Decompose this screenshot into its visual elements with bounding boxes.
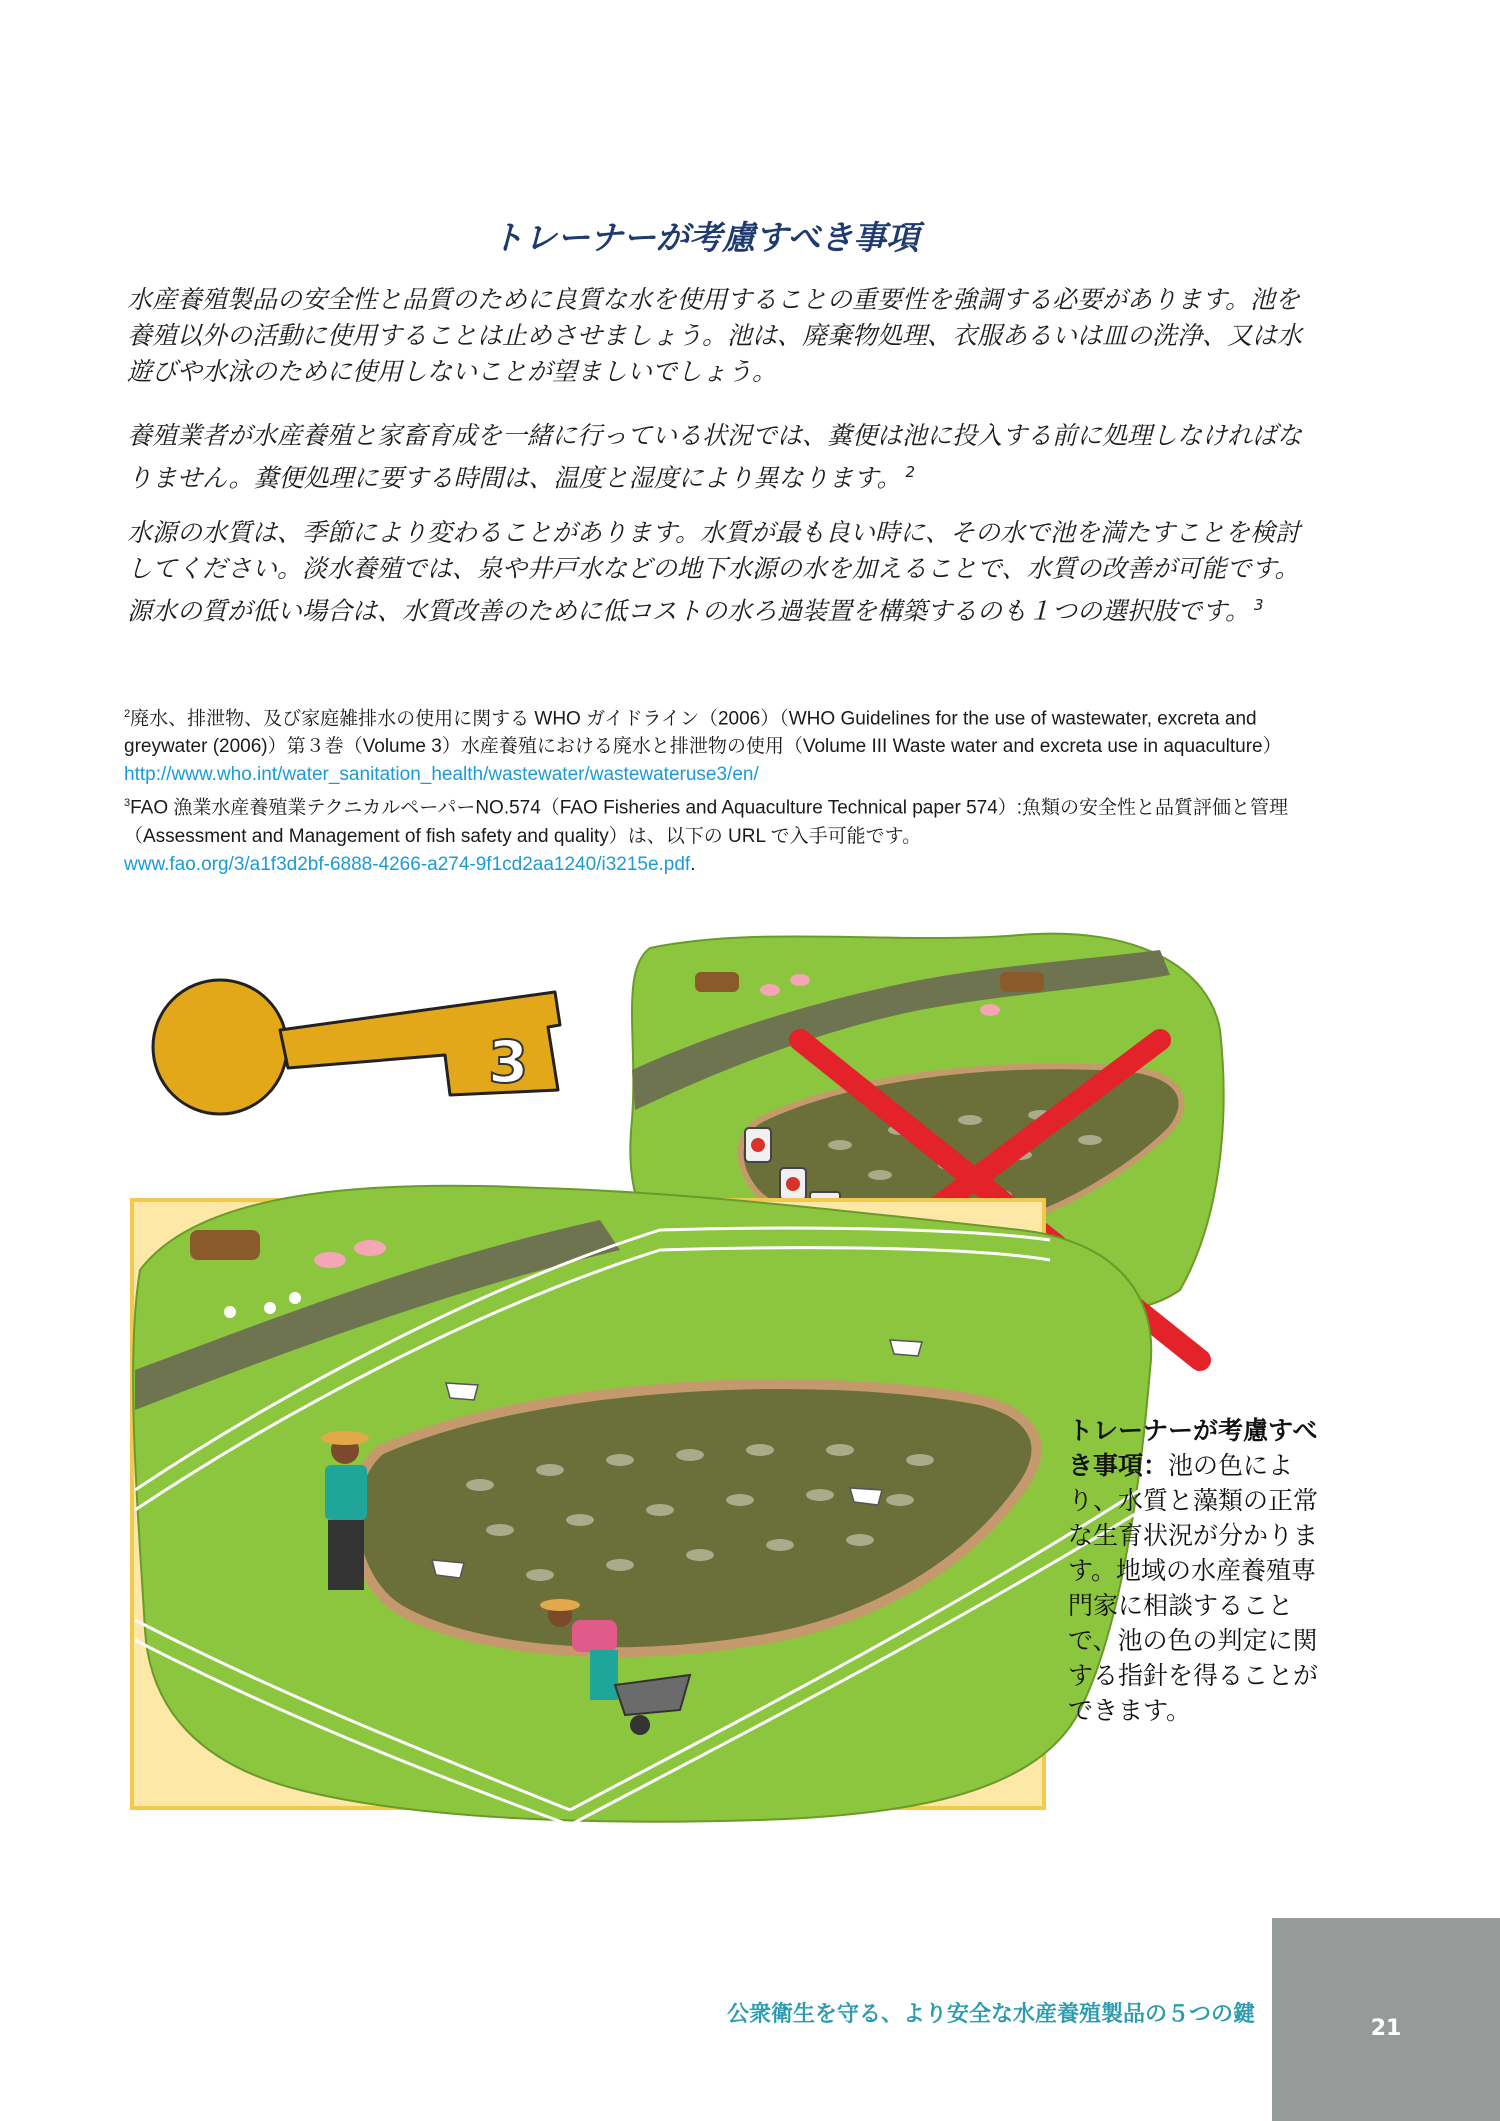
- footnote-number: 3: [124, 797, 131, 810]
- footnote-text: 廃水、排泄物、及び家庭雑排水の使用に関する WHO ガイドライン（2006）（WHO Guidelines for the use of wastewater, excreta and greywater (2006)）第３巻（Volume 3）水産養殖における廃水と排泄物の使用（Volume III Waste water and excreta use in aquaculture）: [124, 708, 1282, 758]
- paragraph-text: 水産養殖製品の安全性と品質のために良質な水を使用することの重要性を強調する必要があります。池を養殖以外の活動に使用することは止めさせましょう。池は、廃棄物処理、衣服あるいは皿の洗浄、又は水遊びや水泳のために使用しないことが望ましいでしょう。: [127, 285, 1303, 386]
- paragraph-text: 養殖業者が水産養殖と家畜育成を一緒に行っている状況では、糞便は池に投入する前に処理しなければなりません。糞便処理に要する時間は、温度と湿度により異なります。: [127, 421, 1303, 493]
- pond-illustration: [120, 930, 1230, 1830]
- paragraph-manure: [127, 418, 1302, 496]
- footnote-trailing: .: [690, 853, 696, 875]
- footnote-2: [124, 700, 1304, 789]
- callout-separator: ：: [1143, 1451, 1169, 1480]
- who-guidelines-link[interactable]: http://www.who.int/water_sanitation_health/wastewater/wastewateruse3/en/: [124, 764, 759, 786]
- callout-heading: トレーナーが考慮すべき事項: [1068, 1416, 1318, 1480]
- fao-paper-link[interactable]: www.fao.org/3/a1f3d2bf-6888-4266-a274-9f1cd2aa1240/i3215e.pdf: [124, 853, 691, 875]
- footnotes: [124, 700, 1304, 879]
- paragraph-water-quality: [127, 282, 1302, 390]
- footnote-text: FAO 漁業水産養殖業テクニカルペーパーNO.574（FAO Fisheries and Aquaculture Technical paper 574）:魚類の安全性と品質評価と管理（Assessment and Management of fish safety and quality）は、以下の URL で入手可能です。: [124, 797, 1289, 847]
- running-footer: 公衆衛生を守る、より安全な水産養殖製品の５つの鍵: [726, 2002, 1255, 2027]
- page-number: 21: [1370, 2016, 1402, 2041]
- key-icon: [153, 980, 560, 1114]
- paragraph-text: 水源の水質は、季節により変わることがあります。水質が最も良い時に、その水で池を満たすことを検討してください。淡水養殖では、泉や井戸水などの地下水源の水を加えることで、水質の改善が可能です。源水の質が低い場合は、水質改善のために低コストの水ろ過装置を構築するのも１つの選択肢です。: [127, 518, 1301, 626]
- footnote-3: [124, 789, 1304, 878]
- footnote-ref: 3: [1254, 596, 1264, 614]
- good-practice-scene: [132, 1186, 1151, 1825]
- page-number-tab: [1272, 1918, 1500, 2121]
- key-number: 3: [488, 1028, 529, 1096]
- page-title: トレーナーが考慮すべき事項: [490, 218, 920, 257]
- paragraph-water-source: [127, 515, 1302, 629]
- callout-body: 池の色により、水質と藻類の正常な生育状況が分かります。地域の水産養殖専門家に相談することで、池の色の判定に関する指針を得ることができます。: [1068, 1451, 1319, 1725]
- trainer-callout: [1068, 1413, 1338, 1728]
- footnote-number: 2: [124, 708, 131, 720]
- footnote-ref: 2: [905, 463, 916, 481]
